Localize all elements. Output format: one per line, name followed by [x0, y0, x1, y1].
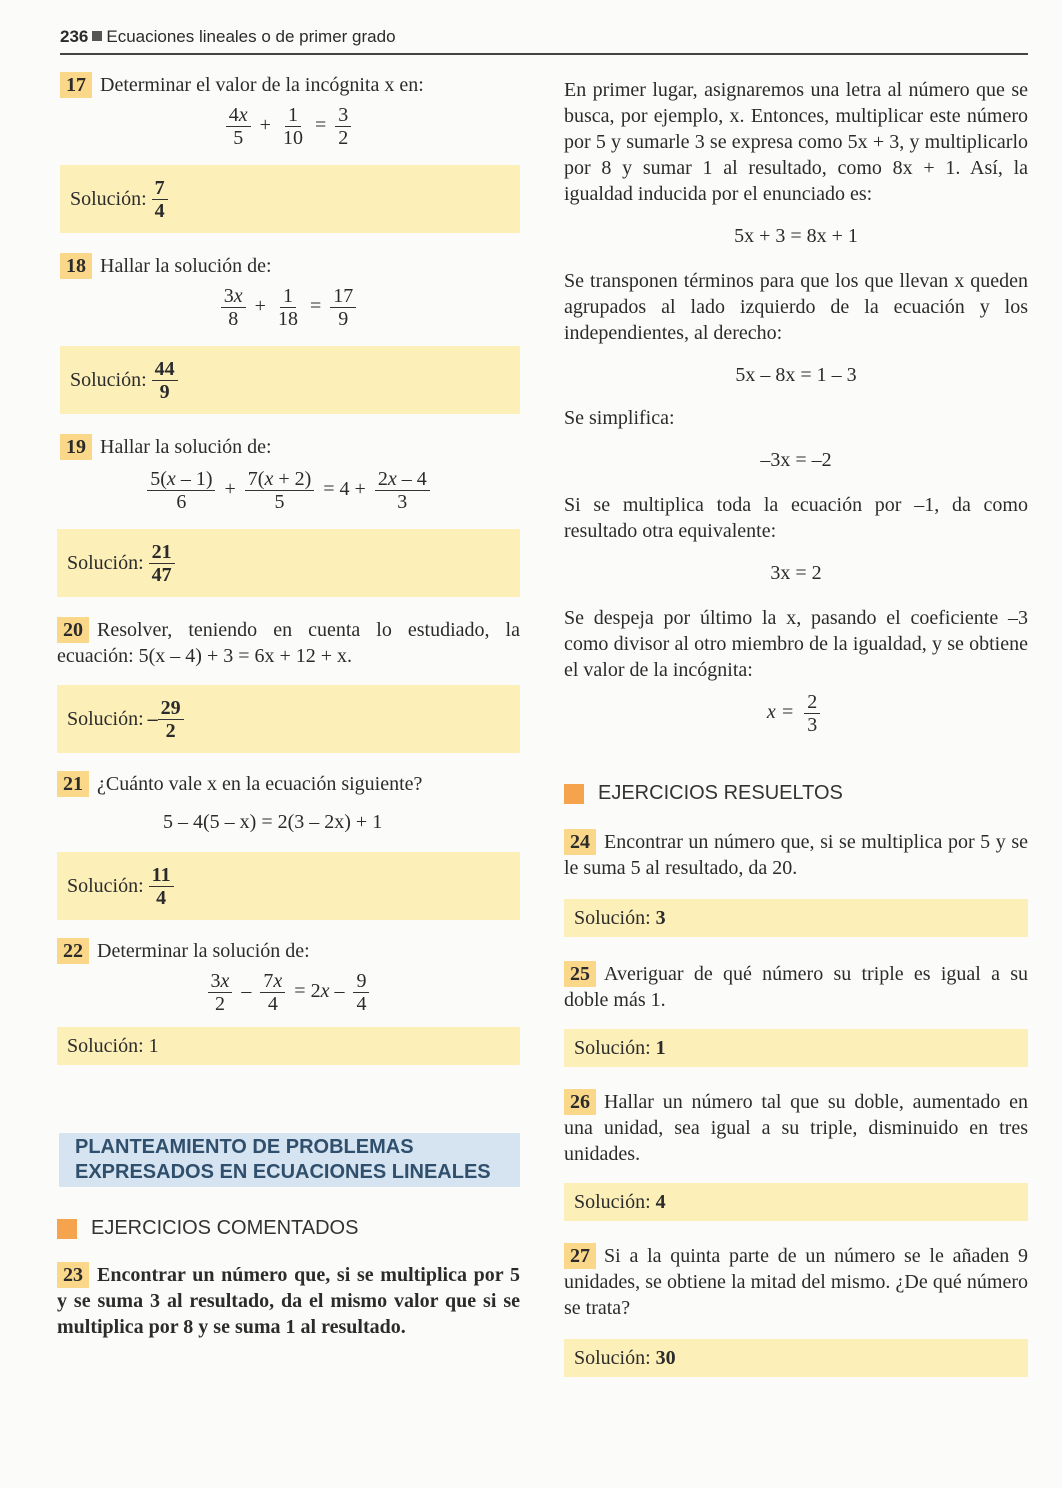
- solution-box-27: [564, 1339, 1028, 1377]
- exercise-text: Resolver, teniendo en cuenta lo estudiado, la ecuación: 5(x – 4) + 3 = 6x + 12 + x.: [57, 619, 520, 667]
- equation-r2: 5x – 8x = 1 – 3: [735, 364, 857, 386]
- solution-text: Solución: 1: [67, 1034, 159, 1057]
- paragraph-1: En primer lugar, asignaremos una letra al número que se busca, por ejemplo, x. Entonces, multiplicar este número por 5 y sumarle 3 se expresa como 5x + 3, y multiplicarlo por 8 y sumar 1 al resultado, como 8x + 1. Así, la igualdad inducida por el enunciado es:: [564, 79, 1028, 205]
- solution-box-25: [564, 1029, 1028, 1067]
- exercise-17: [60, 72, 520, 98]
- orange-square-icon: [57, 1219, 77, 1239]
- equation-fraction: $\frac{2}{3}$: [804, 691, 820, 736]
- solution-label: Solución:: [67, 707, 144, 730]
- solution-label: Solución:: [574, 1346, 651, 1369]
- exercise-27: [564, 1243, 1028, 1321]
- solution-box-19: [57, 529, 520, 597]
- equation-21: 5 – 4(5 – x) = 2(3 – 2x) + 1: [163, 811, 383, 833]
- exercise-text: Si a la quinta parte de un número se le añaden 9 unidades, se obtiene la mitad del mismo. ¿De qué número se trata?: [564, 1245, 1028, 1319]
- right-column: [564, 77, 1028, 1377]
- solution-fraction: $\frac{7}{4}$: [152, 177, 168, 222]
- paragraph-3: Se simplifica:: [564, 407, 675, 429]
- exercise-18: [60, 253, 520, 279]
- section-title-line-1: PLANTEAMIENTO DE PROBLEMAS: [75, 1136, 414, 1158]
- exercise-22: [57, 938, 520, 964]
- section-heading-comentados: [57, 1217, 520, 1240]
- solution-box-22: [57, 1027, 520, 1065]
- exercise-text: Hallar un número tal que su doble, aumentado en una unidad, sea igual a su triple, disminuido en tres unidades.: [564, 1091, 1028, 1165]
- square-bullet-icon: [92, 31, 102, 41]
- solution-label: Solución:: [70, 187, 147, 210]
- exercise-23: [57, 1262, 520, 1340]
- exercise-text: Encontrar un número que, si se multiplica por 5 y se le suma 5 al resultado, da 20.: [564, 831, 1028, 879]
- section-heading-text: EJERCICIOS RESUELTOS: [598, 782, 843, 804]
- equation-19: $\frac{5(x - 1)}{6}$ + $\frac{7(x + 2)}{5}$ = 4 + $\frac{2x - 4}{3}$: [57, 468, 520, 513]
- solution-value: 30: [655, 1346, 676, 1369]
- exercise-text: Encontrar un número que, si se multiplica por 5 y se suma 3 al resultado, da el mismo valor que si se multiplica por 8 y se suma 1 al resultado.: [57, 1264, 520, 1338]
- equation-r3: –3x = –2: [760, 449, 832, 471]
- exercise-text: ¿Cuánto vale x en la ecuación siguiente?: [97, 773, 423, 795]
- exercise-number: 24: [564, 829, 596, 855]
- solution-label: Solución:: [67, 551, 144, 574]
- exercise-number: 26: [564, 1089, 596, 1115]
- exercise-24: [564, 829, 1028, 881]
- solution-box-18: [60, 346, 520, 414]
- section-title-box: [59, 1133, 520, 1187]
- page-header: [60, 27, 1028, 55]
- section-heading-text: EJERCICIOS COMENTADOS: [91, 1217, 359, 1239]
- orange-square-icon: [564, 784, 584, 804]
- equation-18: $\frac{3x}{8}$ + $\frac{1}{18}$ = $\frac{17}{9}$: [57, 285, 520, 330]
- solution-box-26: [564, 1183, 1028, 1221]
- exercise-number: 18: [60, 253, 92, 279]
- solution-label: Solución:: [574, 906, 651, 929]
- section-title-line-2: EXPRESADOS EN ECUACIONES LINEALES: [75, 1161, 491, 1183]
- exercise-number: 21: [57, 771, 89, 797]
- equation-r5: [564, 691, 1028, 736]
- solution-fraction: $\frac{21}{47}$: [149, 541, 175, 586]
- exercise-text: Hallar la solución de:: [100, 255, 272, 277]
- solution-label: Solución:: [574, 1190, 651, 1213]
- equation-r1: 5x + 3 = 8x + 1: [734, 225, 858, 247]
- solution-value: 4: [655, 1190, 666, 1213]
- exercise-number: 17: [60, 72, 92, 98]
- page-number: 236: [60, 27, 89, 46]
- paragraph-5: Se despeja por último la x, pasando el coeficiente –3 como divisor al otro miembro de la igualdad, y se obtiene el valor de la incógnita:: [564, 607, 1028, 681]
- solution-value: 3: [655, 906, 666, 929]
- solution-label: Solución:: [70, 368, 147, 391]
- solution-value: 1: [655, 1036, 666, 1059]
- equation-r4: 3x = 2: [770, 562, 822, 584]
- solution-fraction: $\frac{11}{4}$: [149, 864, 174, 909]
- exercise-19: [60, 434, 520, 460]
- solution-box-17: [60, 165, 520, 233]
- exercise-text: Determinar la solución de:: [97, 940, 310, 962]
- section-heading-resueltos: [564, 782, 1028, 805]
- solution-box-24: [564, 899, 1028, 937]
- exercise-number: 20: [57, 617, 89, 643]
- solution-box-21: [57, 852, 520, 920]
- exercise-text: Determinar el valor de la incógnita x en:: [100, 74, 424, 96]
- solution-sign: –: [147, 707, 158, 730]
- exercise-number: 23: [57, 1262, 89, 1288]
- equation-22: $\frac{3x}{2}$ – $\frac{7x}{4}$ = 2x – $\frac{9}{4}$: [57, 970, 520, 1015]
- exercise-text: Hallar la solución de:: [100, 436, 272, 458]
- solution-fraction: $\frac{29}{2}$: [158, 697, 184, 742]
- solution-box-20: [57, 685, 520, 753]
- solution-label: Solución:: [67, 874, 144, 897]
- exercise-number: 19: [60, 434, 92, 460]
- exercise-21: [57, 771, 520, 797]
- exercise-25: [564, 961, 1028, 1013]
- exercise-number: 25: [564, 961, 596, 987]
- solution-label: Solución:: [574, 1036, 651, 1059]
- exercise-number: 22: [57, 938, 89, 964]
- exercise-26: [564, 1089, 1028, 1167]
- equation-lhs: x =: [766, 701, 795, 724]
- paragraph-4: Si se multiplica toda la ecuación por –1, da como resultado otra equivalente:: [564, 494, 1028, 542]
- exercise-text: Averiguar de qué número su triple es igual a su doble más 1.: [564, 963, 1028, 1011]
- chapter-title: Ecuaciones lineales o de primer grado: [106, 27, 396, 46]
- paragraph-2: Se transponen términos para que los que llevan x queden agrupados al lado izquierdo de la ecuación y los independientes, al derecho:: [564, 270, 1028, 344]
- exercise-number: 27: [564, 1243, 596, 1269]
- solution-fraction: $\frac{44}{9}$: [152, 358, 178, 403]
- left-column: [57, 72, 520, 1340]
- exercise-20: [57, 617, 520, 669]
- equation-17: $\frac{4x}{5}$ + $\frac{1}{10}$ = $\frac{3}{2}$: [57, 104, 520, 149]
